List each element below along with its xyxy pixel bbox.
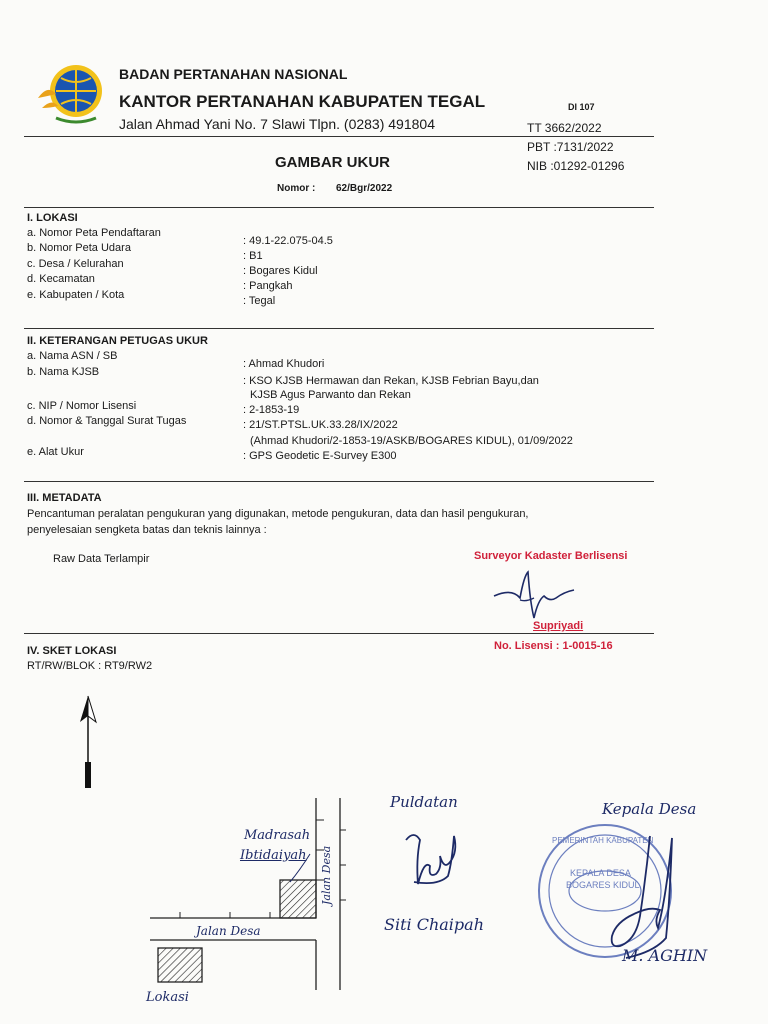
location-sketch-map xyxy=(140,790,370,990)
puldatan-signature xyxy=(396,826,476,896)
puldatan-label: Puldatan xyxy=(390,793,458,811)
form-code: DI 107 xyxy=(568,102,595,112)
surveyor-signature xyxy=(490,566,580,622)
rtrw-label: RT/RW/BLOK : RT9/RW2 xyxy=(27,660,153,672)
lokasi-row-value: : B1 xyxy=(243,250,263,262)
kjsb-label: b. Nama KJSB xyxy=(27,366,100,378)
jalan-desa-horizontal-label: Jalan Desa xyxy=(196,924,261,938)
kjsb-value: : KSO KJSB Hermawan dan Rekan, KJSB Febrian Bayu,dan xyxy=(243,375,539,387)
title-divider xyxy=(24,207,654,208)
office-name: KANTOR PERTANAHAN KABUPATEN TEGAL xyxy=(119,92,486,111)
lokasi-row-label: d. Kecamatan xyxy=(27,273,95,285)
kjsb-value-cont: KJSB Agus Parwanto dan Rekan xyxy=(250,389,411,401)
nip-value: : 2-1853-19 xyxy=(243,404,300,416)
lokasi-row-value: : Bogares Kidul xyxy=(243,265,318,277)
kepala-desa-label: Kepala Desa xyxy=(602,800,697,818)
nib-number: NIB :01292-01296 xyxy=(527,159,625,173)
org-name: BADAN PERTANAHAN NASIONAL xyxy=(119,66,348,82)
stamp-inner-text: KEPALA DESA xyxy=(570,868,631,878)
kepala-desa-name: M. AGHIN xyxy=(622,946,708,965)
nomor-value: 62/Bgr/2022 xyxy=(336,183,393,194)
sket-heading: IV. SKET LOKASI xyxy=(27,645,117,657)
lokasi-row-label: e. Kabupaten / Kota xyxy=(27,289,125,301)
lokasi-row-value: : 49.1-22.075-04.5 xyxy=(243,235,333,247)
metadata-heading: III. METADATA xyxy=(27,492,102,504)
nomor-label: Nomor : xyxy=(277,183,316,194)
surat-tugas-label: d. Nomor & Tanggal Surat Tugas xyxy=(27,415,187,427)
alat-ukur-value: : GPS Geodetic E-Survey E300 xyxy=(243,450,397,462)
petugas-heading: II. KETERANGAN PETUGAS UKUR xyxy=(27,335,208,347)
nip-label: c. NIP / Nomor Lisensi xyxy=(27,400,137,412)
asn-label: a. Nama ASN / SB xyxy=(27,350,118,362)
lokasi-row-label: c. Desa / Kelurahan xyxy=(27,258,124,270)
pbt-number: PBT :7131/2022 xyxy=(527,140,614,154)
lokasi-heading: I. LOKASI xyxy=(27,212,78,224)
raw-data-note: Raw Data Terlampir xyxy=(53,553,150,565)
petugas-divider xyxy=(24,481,654,482)
metadata-description: Pencantuman peralatan pengukuran yang digunakan, metode pengukuran, data dan hasil pengukuran, xyxy=(27,508,529,520)
jalan-desa-vertical-label: Jalan Desa xyxy=(320,845,333,905)
metadata-description-cont: penyelesaian sengketa batas dan teknis lainnya : xyxy=(27,524,267,536)
lokasi-label: Lokasi xyxy=(146,990,189,1005)
asn-value: : Ahmad Khudori xyxy=(243,358,325,370)
surat-tugas-value: : 21/ST.PTSL.UK.33.28/IX/2022 xyxy=(243,419,398,431)
lokasi-row-value: : Pangkah xyxy=(243,280,293,292)
surveyor-name: Supriyadi xyxy=(533,620,584,632)
office-address: Jalan Ahmad Yani No. 7 Slawi Tlpn. (0283) 491804 xyxy=(119,116,435,132)
surat-tugas-value-cont: (Ahmad Khudori/2-1853-19/ASKB/BOGARES KIDUL), 01/09/2022 xyxy=(250,435,573,447)
metadata-divider xyxy=(24,633,654,634)
header-divider xyxy=(24,136,654,137)
madrasah-label: Madrasah xyxy=(244,828,311,843)
bpn-logo xyxy=(34,58,114,128)
stamp-inner-text-cont: BOGARES KIDUL xyxy=(566,880,640,890)
surveyor-title: Surveyor Kadaster Berlisensi xyxy=(474,550,628,562)
lokasi-divider xyxy=(24,328,654,329)
tt-number: TT 3662/2022 xyxy=(527,121,602,135)
lokasi-row-label: a. Nomor Peta Pendaftaran xyxy=(27,227,161,239)
madrasah-label-cont: Ibtidaiyah xyxy=(240,848,307,863)
siti-chaipah-label: Siti Chaipah xyxy=(384,915,484,934)
alat-ukur-label: e. Alat Ukur xyxy=(27,446,84,458)
lokasi-row-value: : Tegal xyxy=(243,295,276,307)
lokasi-row-label: b. Nomor Peta Udara xyxy=(27,242,131,254)
license-number: No. Lisensi : 1-0015-16 xyxy=(494,640,613,652)
north-arrow-icon xyxy=(76,694,100,794)
stamp-outer-text: PEMERINTAH KABUPATEN xyxy=(552,836,654,845)
document-title: GAMBAR UKUR xyxy=(275,154,390,171)
